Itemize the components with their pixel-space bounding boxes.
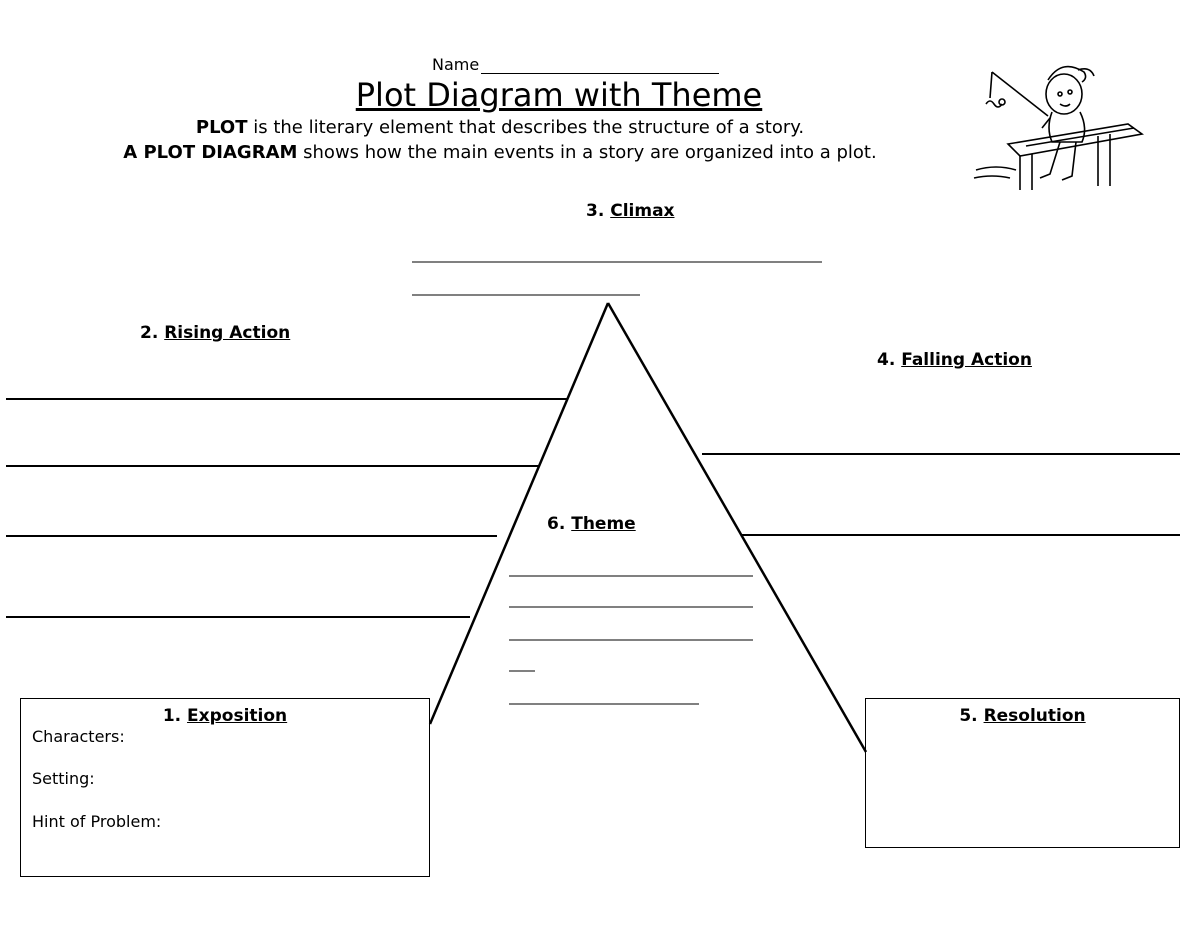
theme-label: Theme [571, 514, 636, 534]
resolution-label: Resolution [983, 706, 1086, 726]
exposition-label: Exposition [187, 706, 288, 726]
rising-action-label: Rising Action [164, 323, 291, 343]
exposition-heading [21, 706, 429, 726]
exposition-box[interactable] [20, 698, 430, 877]
falling-action-label: Falling Action [901, 350, 1032, 370]
falling-slope-line [608, 303, 866, 752]
falling-action-number: 4. [877, 350, 896, 370]
plot-term: PLOT [195, 117, 248, 138]
plot-definition-text: is the literary element that describes the structure of a story. [247, 117, 805, 138]
theme-heading [547, 514, 636, 534]
exposition-number: 1. [162, 706, 182, 726]
resolution-heading [866, 706, 1179, 726]
resolution-number: 5. [959, 706, 978, 726]
rising-action-number: 2. [140, 323, 159, 343]
resolution-box[interactable] [865, 698, 1180, 848]
hint-of-problem-label: Hint of Problem: [32, 812, 162, 831]
plot-diagram-term: A PLOT DIAGRAM [123, 142, 298, 163]
setting-label: Setting: [32, 769, 95, 788]
theme-number: 6. [547, 514, 566, 534]
rising-action-heading [140, 323, 290, 343]
plot-diagram-definition-text: shows how the main events in a story are organized into a plot. [297, 142, 877, 163]
climax-label: Climax [610, 201, 675, 221]
characters-label: Characters: [32, 727, 125, 746]
name-label: Name [432, 55, 480, 74]
climax-heading [586, 201, 675, 221]
page-title: Plot Diagram with Theme [355, 76, 763, 114]
falling-action-heading [877, 350, 1032, 370]
climax-number: 3. [586, 201, 605, 221]
